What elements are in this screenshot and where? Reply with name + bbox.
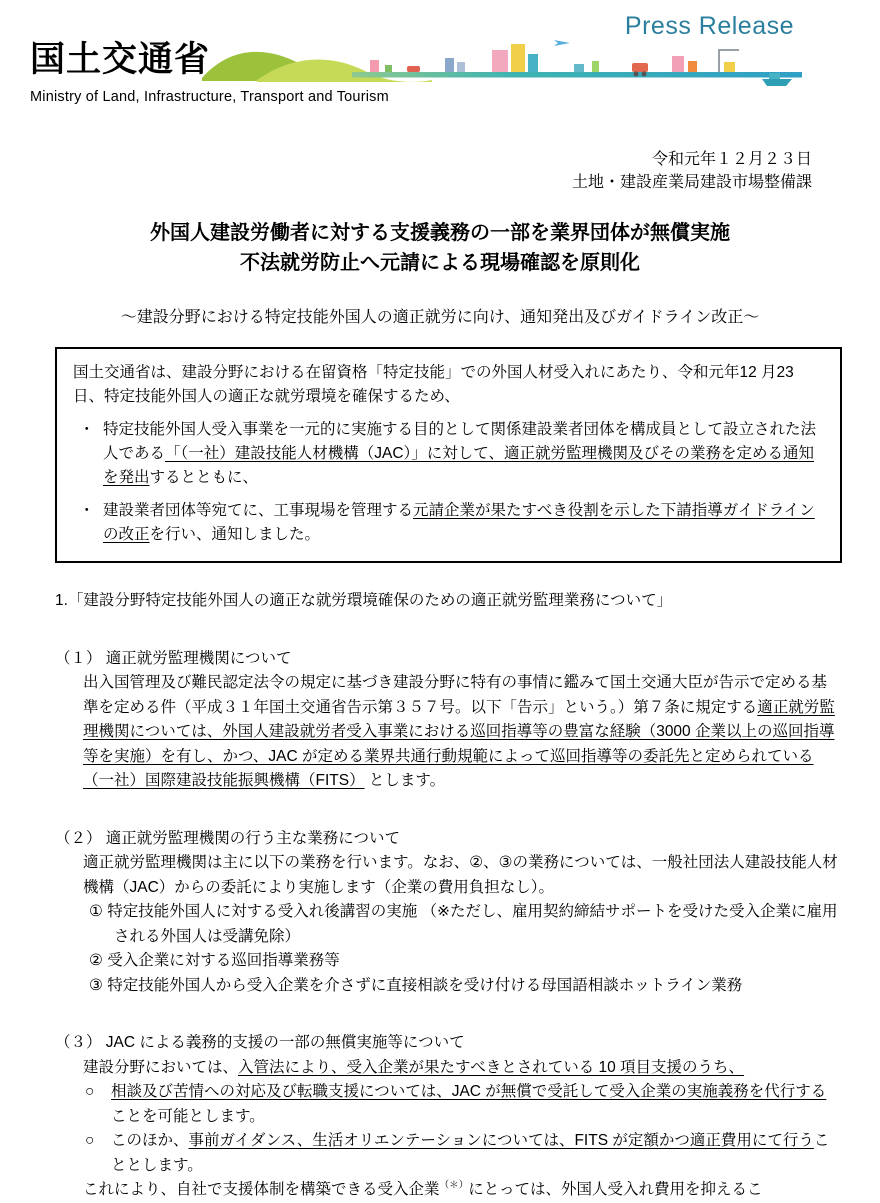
numbered-item: ② 受入企業に対する巡回指導業務等 bbox=[89, 952, 340, 970]
subsection2-heading: （２） 適正就労監理機関の行う主な業務について bbox=[55, 829, 400, 847]
subsection3-intro: 建設分野においては、入管法により、受入企業が果たすべきとされている 10 項目支援のうち、 bbox=[83, 1058, 745, 1076]
press-release-label: Press Release bbox=[624, 12, 794, 40]
circle-marker: ○ bbox=[85, 1132, 95, 1150]
subsection3-heading: （３） JAC による義務的支援の一部の無償実施等について bbox=[55, 1034, 465, 1052]
main-title bbox=[0, 218, 880, 278]
summary-bullet bbox=[73, 499, 824, 547]
circle-list-item bbox=[85, 1080, 840, 1129]
subsection1-heading: （１） 適正就労監理機関について bbox=[55, 649, 292, 667]
section1-heading: 1.「建設分野特定技能外国人の適正な就労環境確保のための適正就労監理業務について」 bbox=[55, 592, 673, 610]
subsection1-body: 出入国管理及び難民認定法令の規定に基づき建設分野に特有の事情に鑑みて国土交通大臣が告示で定める基準を定める件（平成３１年国土交通省告示第３５７号。以下「告示」という。）第７条に規定する適正就労監理機関については、外国人建設就労者受入事業における巡回指導等の豊富な経験（3000 企業以上の巡回指導等を実施）を有し、かつ、JAC が定める業界共通行動規範によって巡回指導等の委託先と定められている（一社）国際建設技能振興機構（FITS） とします。 bbox=[83, 674, 835, 790]
circle-item-text: 相談及び苦情への対応及び転職支援については、JAC が無償で受託して受入企業の実施義務を代行することを可能とします。 bbox=[111, 1083, 827, 1125]
ship-icon bbox=[762, 79, 792, 86]
subsection-2 bbox=[55, 827, 840, 998]
body-content bbox=[55, 589, 840, 1202]
subtitle: ～建設分野における特定技能外国人の適正就労に向け、通知発出及びガイドライン改正～ bbox=[120, 309, 760, 327]
circle-marker: ○ bbox=[85, 1083, 95, 1101]
bullet-marker: ・ bbox=[79, 502, 95, 520]
skyline-illustration bbox=[202, 34, 802, 88]
bullet-marker: ・ bbox=[79, 421, 95, 439]
ministry-name-en: Ministry of Land, Infrastructure, Transport and Tourism bbox=[30, 89, 389, 105]
plane-icon bbox=[554, 40, 570, 46]
subsection-3 bbox=[55, 1031, 840, 1203]
subsection3-closing: これにより、自社で支援体制を構築できる受入企業（＊）にとっては、外国人受入れ費用を抑えるこ bbox=[83, 1180, 763, 1199]
baseline bbox=[352, 72, 802, 78]
summary-bullet-text: 特定技能外国人受入事業を一元的に実施する目的として関係建設業者団体を構成員として設立された法人である「（一社）建設技能人材機構（JAC）」に対して、適正就労監理機関及びその業務を定める通知を発出するとともに、 bbox=[103, 421, 817, 487]
numbered-item: ③ 特定技能外国人から受入企業を介さずに直接相談を受け付ける母国語相談ホットライン業務 bbox=[89, 976, 743, 994]
main-title-line2: 不法就労防止へ元請による現場確認を原則化 bbox=[240, 252, 640, 275]
date-department-block bbox=[0, 148, 812, 194]
release-date: 令和元年１２月２３日 bbox=[651, 151, 812, 168]
subsection-1 bbox=[55, 647, 840, 794]
summary-bullet-text: 建設業者団体等宛てに、工事現場を管理する元請企業が果たすべき役割を示した下請指導ガイドラインの改正を行い、通知しました。 bbox=[103, 502, 815, 544]
summary-bullet bbox=[73, 418, 824, 490]
main-title-line1: 外国人建設労働者に対する支援義務の一部を業界団体が無償実施 bbox=[150, 222, 730, 245]
summary-box bbox=[55, 347, 842, 563]
subsection2-intro: 適正就労監理機関は主に以下の業務を行います。なお、②、③の業務については、一般社団法人建設技能人材機構（JAC）からの委託により実施します（企業の費用負担なし）。 bbox=[83, 854, 838, 896]
ministry-logo-text: 国土交通省 bbox=[30, 40, 211, 79]
circle-list-item bbox=[85, 1129, 840, 1178]
summary-intro: 国土交通省は、建設分野における在留資格「特定技能」での外国人材受入れにあたり、令和元年12 月23 日、特定技能外国人の適正な就労環境を確保するため、 bbox=[73, 364, 794, 406]
numbered-item: ① 特定技能外国人に対する受入れ後講習の実施 （※ただし、雇用契約締結サポートを受けた受入企業に雇用される外国人は受講免除） bbox=[89, 903, 838, 945]
header bbox=[0, 0, 880, 118]
issuing-department: 土地・建設産業局建設市場整備課 bbox=[571, 174, 812, 192]
circle-item-text: このほか、事前ガイダンス、生活オリエンテーションについては、FITS が定額かつ適正費用にて行うこととします。 bbox=[111, 1132, 830, 1174]
